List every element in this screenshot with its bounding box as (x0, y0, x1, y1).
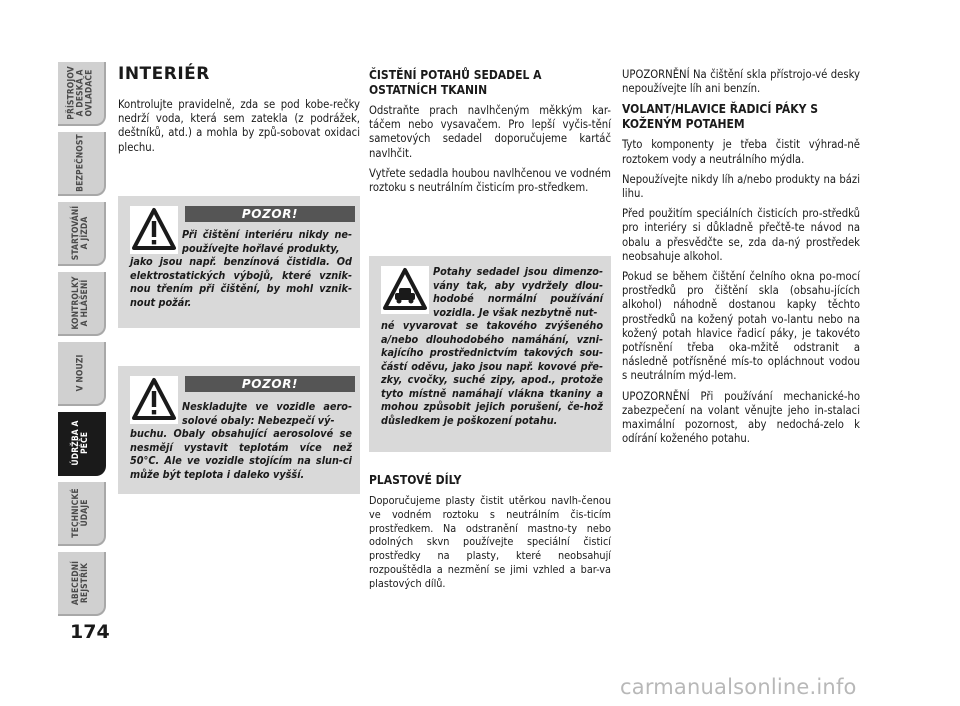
warning-text (130, 228, 352, 309)
warning-title: POZOR! (185, 206, 355, 222)
heading-seat-cleaning: ČISTĚNÍ POTAHŮ SEDADEL A OSTATNÍCH TKANIN (369, 68, 542, 97)
warning-box-fire (118, 196, 360, 328)
paragraph: Doporučujeme plasty čistit utěrkou navlh-čenou ve vodném roztoku s neutrálním čis-ticím prostředkem. Na odstranění mastno-ty nebo odolných skvn používejte speciální čisticí prostředky na plasty, které neobsahují rozpouštědla a nezmění se jimi vzhled a bar-va plastových dílů. (369, 494, 611, 590)
plastic-parts-text (369, 494, 611, 591)
column-3 (622, 68, 860, 452)
note-text (381, 265, 603, 427)
tab-warning-lights[interactable] (58, 272, 106, 336)
paragraph: Odstraňte prach navlhčeným měkkým kar-táčem nebo vysavačem. Pro lepší vyčis-tění sametových sedadel doporučujeme kartáč navlhčit. (369, 104, 611, 160)
warning-title: POZOR! (185, 376, 355, 392)
paragraph: Vytřete sedadla houbou navlhčenou ve vodném roztoku s neutrálním čisticím pro-středkem. (369, 166, 611, 195)
heading-plastic-parts: PLASTOVÉ DÍLY (369, 473, 462, 487)
paragraph: Pokud se během čištění čelního okna po-mocí prostředků pro čištění skla (obsahu-jících alkohol) náhodně dostanou kapky těchto prostředků na kožený potah vo-lantu nebo na kožený potah hlavice řadicí páky, je takovéto potřísnění třeba oka-mžitě odstranit a následně potřísněné mís-to opláchnout vodou s neutrálním mýd-lem. (622, 270, 860, 383)
note-rest: né vyvarovat se takového zvýšeného a/nebo dlouhodobého namáhání, vzni-kajícího prostřednictvím takových sou-částí oděvu, jako jsou např. kovové pře-zky, cvočky, suché zipy, apod., protože tyto místně namáhají vlákna tkaniny a mohou způsobit jejich porušení, če-hož důsledkem je poškození potahu. (381, 319, 603, 427)
tab-label: BEZPEČNOST (75, 134, 86, 192)
warning-rest: jako jsou např. benzínová čistidla. Od elektrostatických výbojů, které vznik-nou třením při čištění, by mohl vznik-nout požár. (130, 255, 352, 309)
note-box-seat-covers (369, 256, 611, 452)
column-2 (369, 68, 611, 201)
tab-maintenance[interactable] (58, 412, 106, 476)
tab-emergency[interactable] (58, 342, 106, 406)
paragraph: UPOZORNĚNÍ Při používání mechanické-ho zabezpečení na volant věnujte jeho in-stalaci maximální pozornost, aby nedochá-zelo k odírání koženého potahu. (622, 389, 860, 446)
warning-text (130, 400, 352, 481)
warning-box-aerosol (118, 366, 360, 494)
paragraph: Kontrolujte pravidelně, zda se pod kobe-rečky nedrží voda, která sem zatekla (z podrážek, deštníků, atd.) a mohla by způ-sobovat oxidaci plechu. (118, 98, 360, 154)
tab-label: TECHNICKÉ ÚDAJE (71, 488, 90, 538)
tab-starting-driving[interactable] (58, 202, 106, 266)
paragraph: Tyto komponenty je třeba čistit výhrad-ně roztokem vody a neutrálního mýdla. (622, 138, 860, 166)
heading-steering-wheel: VOLANT/HLAVICE ŘADICÍ PÁKY S KOŽENÝM POTAHEM (622, 102, 818, 132)
tab-technical-data[interactable] (58, 482, 106, 546)
tab-label: ÚDRŽBA A PÉČE (71, 420, 90, 466)
tab-label: V NOUZI (75, 354, 86, 392)
section-title: INTERIÉR (118, 64, 210, 84)
warning-lead: Neskladujte ve vozidle aero-solové obaly: Nebezpečí vý- (182, 400, 352, 427)
tab-label: PŘÍSTROJOV Á DESKA A OVLADAČE (66, 66, 95, 120)
intro-paragraph (118, 98, 360, 155)
tab-instrument-panel[interactable] (58, 62, 106, 126)
steering-wheel-text (622, 138, 860, 446)
tab-label: ABECEDNÍ REJSTŘÍK (71, 560, 90, 606)
page-number: 174 (70, 621, 110, 643)
paragraph: UPOZORNĚNÍ Na čištění skla přístrojo-vé desky nepoužívejte líh ani benzín. (622, 68, 860, 96)
note-lead: Potahy sedadel jsou dimenzo-vány tak, aby vydržely dlou-hodobé normální používání vozidla. Je však nezbytně nut- (433, 265, 603, 319)
tab-label: STARTOVÁNÍ A JÍZDA (71, 205, 90, 261)
warning-rest: buchu. Obaly obsahující aerosolové se nesmějí vystavit teplotám více než 50°C. Ale ve vozidle stojícím na slun-ci může být teplota i daleko vyšší. (130, 427, 352, 481)
watermark: carmanualsonline.info (620, 675, 857, 699)
seat-cleaning-text (369, 104, 611, 195)
paragraph: Před použitím speciálních čisticích pro-středků pro interiéry si důkladně přečtě-te návod na obalu a přesvědčte se, zda da-ný prostředek neobsahuje alkohol. (622, 207, 860, 263)
column-1 (118, 64, 360, 161)
warning-lead: Při čištění interiéru nikdy ne-používejte hořlavé produkty, (182, 228, 352, 255)
tab-index[interactable] (58, 552, 106, 616)
paragraph: Nepoužívejte nikdy líh a/nebo produkty na bázi lihu. (622, 172, 860, 201)
tab-label: KONTROLKY A HLÁŠENÍ (71, 276, 90, 330)
glass-note (622, 68, 860, 96)
plastic-parts-section (369, 473, 611, 597)
tab-safety[interactable] (58, 132, 106, 196)
